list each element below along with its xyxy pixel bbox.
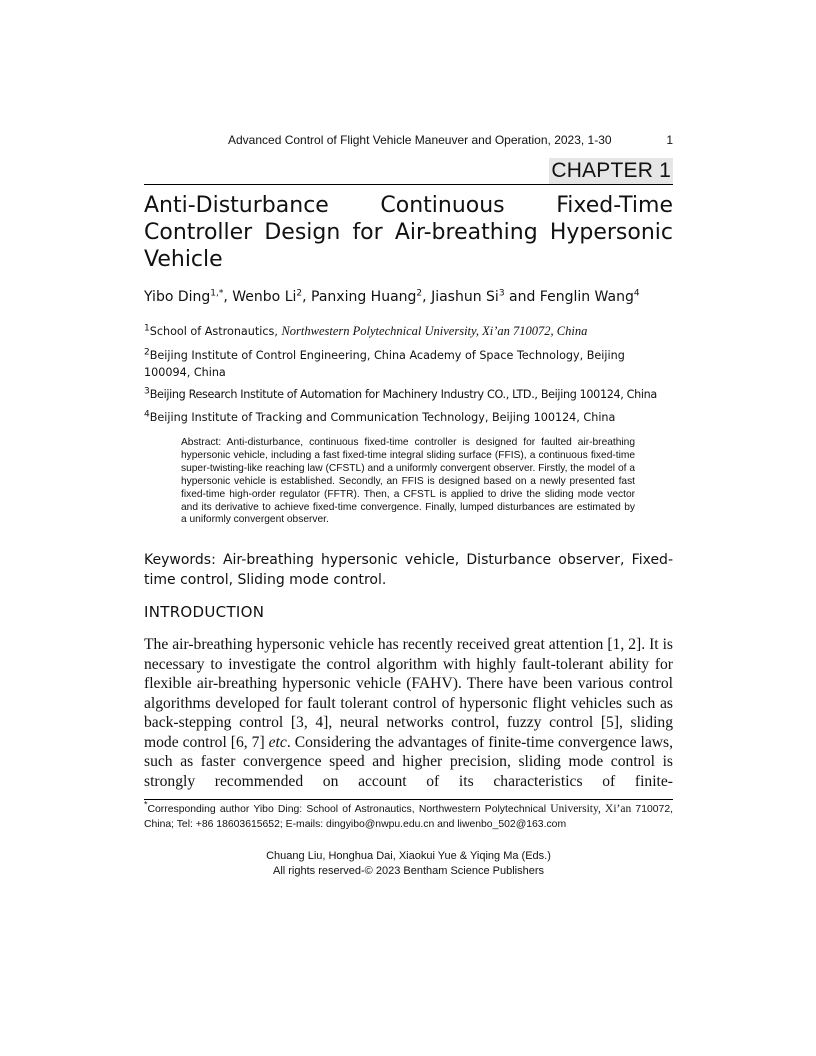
author-list (144, 289, 673, 305)
affiliation-2 (144, 347, 673, 381)
chapter-title (144, 192, 673, 273)
title-word: Air-breathing (394, 220, 538, 245)
paragraph-text: The air-breathing hypersonic vehicle has recently received great attention [1, 2]. It is necessary to investigate the control algorithm with highly fault-tolerant ability for flexible air-breathing hypersonic vehicle (FAHV). There have been various control algorithms developed for fault tolerant control of hypersonic flight vehicles such as back-stepping control [3, 4], neural networks control, fuzzy control [5], sliding mode control [6, 7] (144, 636, 673, 751)
title-line-3: Vehicle (144, 247, 223, 272)
title-word: Continuous (380, 193, 505, 218)
footnote-mark: * (144, 799, 148, 810)
title-word: Anti-Disturbance (144, 193, 329, 218)
author-name: Panxing Huang (311, 289, 417, 305)
title-line-2 (144, 219, 673, 246)
author-separator: , (302, 289, 312, 305)
chapter-divider (144, 184, 673, 185)
affiliation-text: Beijing Research Institute of Automation for Machinery Industry CO., LTD., Beijing 100124, China (149, 388, 657, 401)
footnote-divider (144, 799, 673, 800)
footnote-text: 710072, China; Tel: +86 18603615652; E-mails: dingyibo@nwpu.edu.cn and liwenbo_502@163.com (144, 804, 673, 830)
author-separator: , (422, 289, 432, 305)
page-number: 1 (666, 133, 673, 147)
title-word: Design (264, 220, 341, 245)
affiliation-mark: 4 (144, 409, 150, 420)
affiliation-text-italic: Northwestern Polytechnical University, Xi’an 710072, China (281, 324, 588, 338)
author-separator: , (223, 289, 233, 305)
author-affiliation-mark: 2 (416, 288, 423, 299)
keywords-text: Air-breathing hypersonic vehicle, Disturbance observer, Fixed-time control, Sliding mode control. (144, 552, 673, 588)
paragraph-text-italic: etc (268, 733, 287, 751)
affiliation-4 (144, 409, 673, 426)
affiliation-text: School of Astronautics, (149, 325, 282, 338)
corresponding-author-footnote (144, 799, 673, 832)
title-word: Fixed-Time (556, 193, 673, 218)
affiliation-mark: 3 (144, 386, 150, 397)
affiliation-mark: 1 (144, 323, 150, 334)
affiliation-text: Beijing Institute of Control Engineering, China Academy of Space Technology, Beijing 100094, China (144, 349, 625, 379)
chapter-label: CHAPTER 1 (551, 159, 671, 182)
copyright-line: All rights reserved-© 2023 Bentham Science Publishers (272, 865, 544, 877)
keywords (144, 550, 673, 590)
abstract-label: Abstract: (181, 437, 222, 448)
section-heading-introduction: INTRODUCTION (144, 603, 265, 621)
abstract (181, 437, 635, 527)
introduction-paragraph (144, 635, 673, 791)
author-name: Wenbo Li (232, 289, 297, 305)
editors-line: Chuang Liu, Honghua Dai, Xiaokui Yue & Yiqing Ma (Eds.) (266, 850, 551, 862)
paragraph-text: . Considering the advantages of finite-time convergence laws, such as faster convergence speed and higher precision, sliding mode control is strongly recommended on account of its characteristics of finite- (144, 733, 673, 790)
author-name: Jiashun Si (431, 289, 499, 305)
footnote-text-serif: University, Xi’an (550, 803, 632, 815)
abstract-text: Anti-disturbance, continuous fixed-time controller is designed for faulted air-breathing hypersonic vehicle, including a fast fixed-time integral sliding surface (FFIS), a continuous fixed-time super-twisting-like reaching law (CFSTL) and a uniformly convergent observer. Firstly, the model of a hypersonic vehicle is established. Secondly, an FFIS is designed based on a newly presented fast fixed-time high-order regulator (FFTR). Then, a CFSTL is applied to drive the sliding mode vector and its derivative to achieve fixed-time convergence. Finally, lumped disturbances are estimated by a uniformly convergent observer. (181, 437, 635, 526)
affiliation-1 (144, 323, 673, 340)
keywords-label: Keywords: (144, 552, 216, 568)
author-name: Fenglin Wang (539, 289, 634, 305)
author-affiliation-mark: 2 (296, 288, 303, 299)
author-affiliation-mark: 4 (633, 288, 640, 299)
affiliation-3 (144, 386, 673, 403)
affiliation-text: Beijing Institute of Tracking and Communication Technology, Beijing 100124, China (149, 411, 616, 424)
title-line-1 (144, 192, 673, 219)
title-word: Hypersonic (549, 220, 673, 245)
journal-citation: Advanced Control of Flight Vehicle Maneuver and Operation, 2023, 1-30 (228, 133, 612, 147)
editors-credit (144, 849, 673, 879)
author-affiliation-mark: 1,* (210, 288, 224, 299)
footnote-text: Corresponding author Yibo Ding: School of Astronautics, Northwestern Polytechnical (147, 804, 551, 815)
title-word: for (352, 220, 383, 245)
affiliation-mark: 2 (144, 347, 150, 358)
author-affiliation-mark: 3 (498, 288, 505, 299)
title-word: Controller (144, 220, 253, 245)
author-separator: and (504, 289, 540, 305)
author-name: Yibo Ding (144, 289, 211, 305)
